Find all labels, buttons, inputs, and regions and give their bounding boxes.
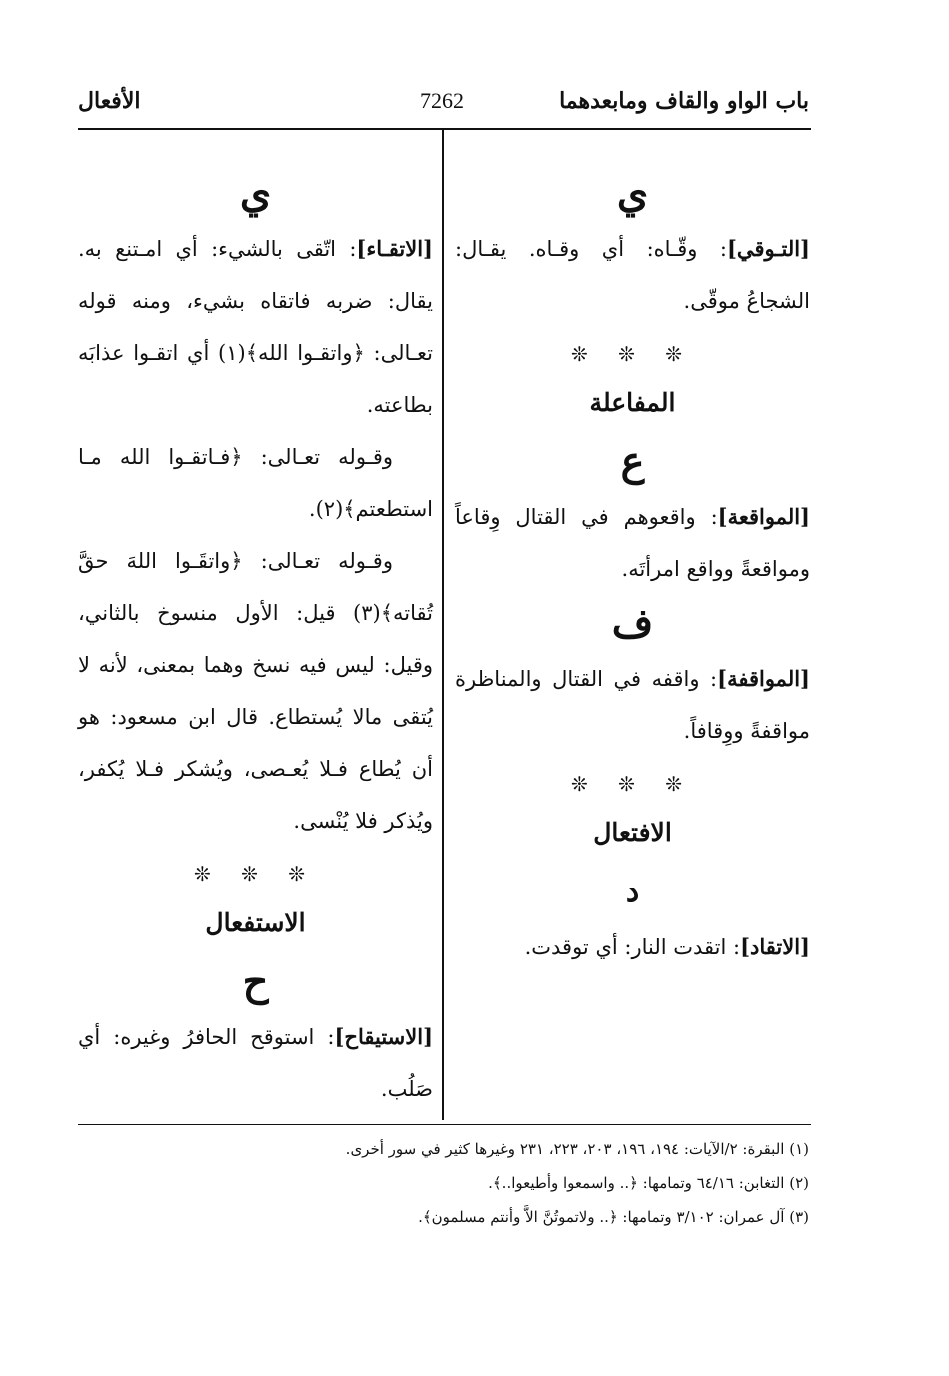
footnote: (٢) التغابن: ٦٤/١٦ وتمامها: ﴿.. واسمعوا وأطيعوا..﴾. — [488, 1174, 809, 1192]
left-column — [78, 165, 433, 1115]
entry-term: [الاتقـاء] — [356, 236, 433, 261]
dictionary-entry — [455, 921, 810, 973]
footnotes — [109, 1132, 809, 1234]
root-letter: ي — [239, 170, 272, 217]
footnote: (١) البقرة: ٢/الآيات: ١٩٤، ١٩٦، ٢٠٣، ٢٢٣، ٢٣١ وغيرها كثير في سور أخرى. — [345, 1140, 809, 1158]
footnote-rule — [78, 1124, 811, 1125]
entry-term: [المواقفة] — [717, 666, 810, 691]
dictionary-entry — [78, 223, 433, 431]
chapter-title: باب الواو والقاف ومابعدهما — [559, 88, 809, 114]
entry-text: : وقّـاه: أي وقـاه. يقـال: الشجاعُ موقّى. — [455, 237, 810, 313]
entry-paragraph: وقـوله تعـالى: ﴿واتقَـوا اللهَ حقَّ تُقاته﴾(٣) قيل: الأول منسوخ بالثاني، وقيل: ليس فيه نسخ وهما بمعنى، لأنه لا يُتقى مالا يُستطاع. قال ابن مسعود: هو أن يُطاع فـلا يُعـصى، ويُشكر فـلا يُكفر، ويُذكر فلا يُنْسى. — [78, 549, 433, 833]
root-letter: ي — [616, 170, 649, 217]
header-rule — [78, 128, 811, 130]
entry-term: [الاتقاد] — [740, 934, 810, 959]
dictionary-entry — [455, 223, 810, 327]
page-number: 7262 — [420, 88, 464, 113]
entry-paragraph: وقـوله تعـالى: ﴿فـاتقـوا الله مـا استطعتم﴾(٢). — [78, 445, 433, 521]
root-letter: ع — [620, 438, 645, 485]
section-separator: ❊ ❊ ❊ — [194, 862, 317, 886]
root-letter: ف — [611, 600, 654, 647]
dictionary-entry — [455, 653, 810, 757]
entry-text: : اتّقى بالشيء: أي امـتنع به. يقال: ضربه فاتقاه بشيء، ومنه قوله تعـالى: ﴿واتقـوا الله﴾(١) أي اتقـوا عذابَه بطاعته. — [78, 237, 433, 417]
column-divider — [442, 130, 444, 1120]
right-column — [455, 165, 810, 973]
dictionary-entry — [455, 491, 810, 595]
root-letter: د — [625, 874, 640, 909]
entry-text: : اتقدت النار: أي توقدت. — [524, 935, 741, 959]
section-separator: ❊ ❊ ❊ — [571, 772, 694, 796]
footnote: (٣) آل عمران: ٣/١٠٢ وتمامها: ﴿.. ولاتموتُنَّ الاَّ وأنتم مسلمون﴾. — [418, 1208, 809, 1226]
section-title: الافتعال — [593, 818, 672, 847]
section-heading: الأفعال — [78, 88, 141, 114]
section-title: المفاعلة — [589, 388, 676, 417]
entry-term: [التـوقي] — [727, 236, 810, 261]
entry-term: [الاستيقاح] — [334, 1024, 433, 1049]
section-separator: ❊ ❊ ❊ — [571, 342, 694, 366]
entry-term: [المواقعة] — [717, 504, 810, 529]
entry-text: : واقعوهم في القتال وِقاعاً ومواقعةً وواقع امرأتَه. — [455, 505, 810, 581]
entry-text: : واقفه في القتال والمناظرة مواقفةً ووِقافاً. — [455, 667, 810, 743]
dictionary-entry — [78, 1011, 433, 1115]
entry-text: : استوقح الحافرُ وغيره: أي صَلُب. — [78, 1025, 433, 1101]
root-letter: ح — [242, 958, 269, 1005]
section-title: الاستفعال — [205, 908, 306, 937]
